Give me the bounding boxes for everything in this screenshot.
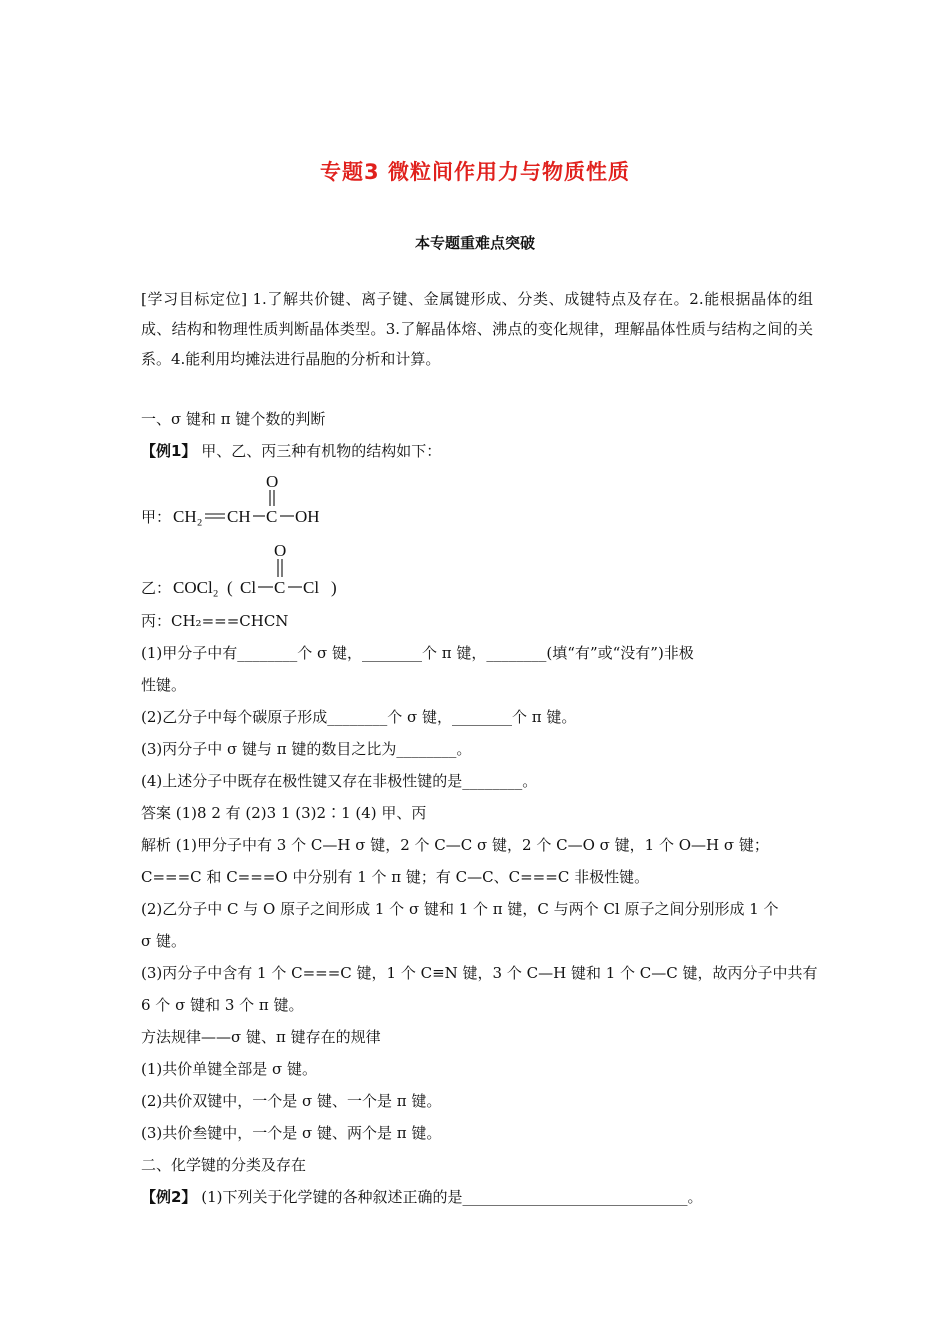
question-3: (3)丙分子中 σ 键与 π 键的数目之比为________。 bbox=[141, 740, 472, 758]
yi-formula: COCl₂ bbox=[173, 578, 219, 597]
bing-structure: 丙：CH₂===CHCN bbox=[141, 612, 289, 630]
yi-right: Cl bbox=[303, 578, 320, 597]
page-subtitle: 本专题重难点突破 bbox=[414, 234, 535, 252]
analysis-1b: C===C 和 C===O 中分别有 1 个 π 键；有 C—C、C===C 非极性键。 bbox=[141, 868, 650, 886]
jia-top: O bbox=[266, 472, 279, 491]
rule-1: (1)共价单键全部是 σ 键。 bbox=[141, 1060, 318, 1078]
question-1b: 性键。 bbox=[141, 676, 187, 694]
jia-mid: CH bbox=[227, 507, 251, 526]
rule-3: (3)共价叁键中，一个是 σ 键、两个是 π 键。 bbox=[141, 1124, 442, 1142]
question-2: (2)乙分子中每个碳原子形成________个 σ 键，________个 π 键。 bbox=[141, 708, 577, 726]
yi-top: O bbox=[274, 541, 287, 560]
jia-structure bbox=[141, 470, 381, 536]
section1-heading: 一、σ 键和 π 键个数的判断 bbox=[141, 410, 326, 428]
example1-tag: 【例1】 bbox=[141, 442, 197, 460]
yi-carbon: C bbox=[274, 578, 286, 597]
analysis-2b: σ 键。 bbox=[141, 932, 187, 950]
analysis-3a: (3)丙分子中含有 1 个 C===C 键，1 个 C≡N 键，3 个 C—H 键和 1 个 C—C 键，故丙分子中共有 bbox=[141, 964, 818, 982]
analysis-1a: 解析 (1)甲分子中有 3 个 C—H σ 键，2 个 C—C σ 键，2 个 C—O σ 键，1 个 O—H σ 键； bbox=[141, 836, 769, 854]
jia-carbon: C bbox=[266, 507, 278, 526]
yi-left: Cl bbox=[240, 578, 257, 597]
rule-title: 方法规律——σ 键、π 键存在的规律 bbox=[141, 1028, 381, 1046]
yi-label: 乙： bbox=[141, 581, 172, 597]
example2 bbox=[141, 1187, 702, 1207]
jia-right: OH bbox=[295, 507, 320, 526]
question-1a: (1)甲分子中有________个 σ 键，________个 π 键，________(填“有”或“没有”)非极 bbox=[141, 644, 694, 662]
question-4: (4)上述分子中既存在极性键又存在非极性键的是________。 bbox=[141, 772, 538, 790]
jia-label: 甲： bbox=[141, 510, 172, 526]
section2-heading: 二、化学键的分类及存在 bbox=[141, 1156, 307, 1174]
jia-left: CH₂ bbox=[173, 507, 203, 526]
learning-goals: [学习目标定位] 1.了解共价键、离子键、金属键形成、分类、成键特点及存在。2.能根据晶体的组成、结构和物理性质判断晶体类型。3.了解晶体熔、沸点的变化规律，理解晶体性质与结构之间的关系。4.能利用均摊法进行晶胞的分析和计算。 bbox=[141, 290, 813, 368]
answer: 答案 (1)8 2 有 (2)3 1 (3)2∶1 (4) 甲、丙 bbox=[141, 804, 427, 822]
analysis-2a: (2)乙分子中 C 与 O 原子之间形成 1 个 σ 键和 1 个 π 键，C 与两个 Cl 原子之间分别形成 1 个 bbox=[141, 900, 779, 918]
analysis-3b: 6 个 σ 键和 3 个 π 键。 bbox=[141, 996, 304, 1014]
page-title: 专题3 微粒间作用力与物质性质 bbox=[320, 160, 630, 184]
yi-open: ( bbox=[227, 578, 233, 597]
rule-2: (2)共价双键中，一个是 σ 键、一个是 π 键。 bbox=[141, 1092, 442, 1110]
example2-tag: 【例2】 bbox=[141, 1188, 197, 1206]
yi-close: ) bbox=[331, 578, 337, 597]
example2-text: (1)下列关于化学键的各种叙述正确的是______________________________。 bbox=[201, 1188, 703, 1206]
example1-text: 甲、乙、丙三种有机物的结构如下： bbox=[201, 442, 442, 460]
yi-structure bbox=[141, 538, 381, 604]
example1 bbox=[141, 441, 441, 461]
